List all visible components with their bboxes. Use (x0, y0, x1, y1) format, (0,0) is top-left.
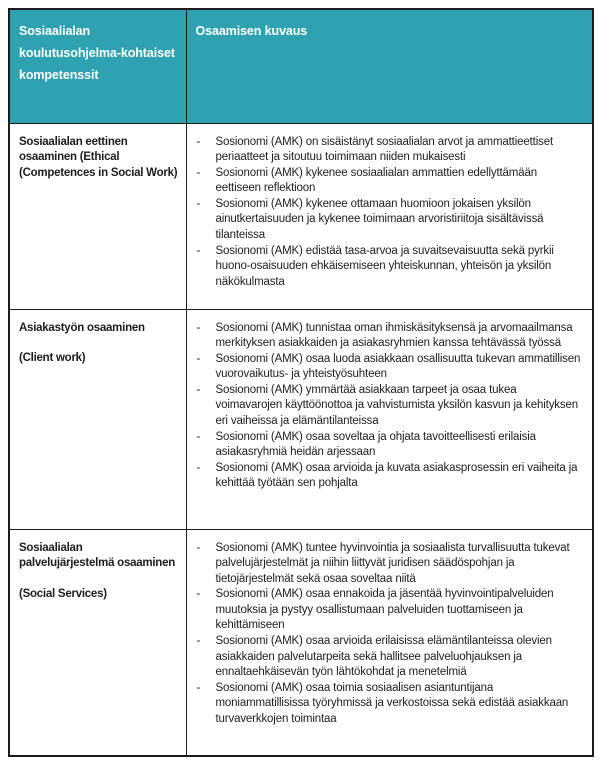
header-description-label: Osaamisen kuvaus (195, 24, 308, 38)
bullet-text: Sosionomi (AMK) osaa soveltaa ja ohjata tavoitteellisesti erilaisia asiakasryhmiä heidän arjessaan (215, 430, 536, 459)
table-row (9, 309, 593, 529)
bullet-item (197, 587, 583, 634)
table-row (9, 529, 593, 756)
bullet-text: Sosionomi (AMK) on sisäistänyt sosiaalialan arvot ja ammattieettiset periaatteet ja sitoutuu toimimaan niiden mukaisesti (215, 135, 554, 164)
bullet-dash: - (196, 430, 201, 443)
bullet-text: Sosionomi (AMK) osaa arvioida ja kuvata asiakasprosessin eri vaiheita ja kehittää työtään sen pohjalta (215, 461, 578, 490)
bullet-item (197, 352, 583, 383)
competence-cell-social-services (9, 529, 186, 756)
bullet-item (197, 634, 583, 681)
bullet-dash: - (196, 135, 201, 148)
bullet-text: Sosionomi (AMK) edistää tasa-arvoa ja suvaitsevaisuutta sekä pyrkii huono-osaisuuden ehkäisemiseen yhteiskunnan, yhteisön ja yksilön näkökulmasta (215, 244, 554, 288)
competence-subtitle: (Social Services) (19, 587, 107, 600)
bullet-text: Sosionomi (AMK) osaa arvioida erilaisissa elämäntilanteissa olevien asiakkaiden palvelutarpeita sekä hallitsee palveluohjauksen ja ennaltaehkäisevän työn lähtökohdat ja menetelmiä (215, 635, 552, 679)
bullet-text: Sosionomi (AMK) kykenee sosiaalialan ammattien edellyttämään eettiseen reflektioon (215, 166, 537, 195)
bullet-dash: - (196, 681, 201, 694)
bullet-dash: - (196, 461, 201, 474)
header-competences-label: Sosiaalialan koulutusohjelma-kohtaiset kompetenssit (19, 24, 175, 82)
bullet-text: Sosionomi (AMK) kykenee ottamaan huomioon jokaisen yksilön ainutkertaisuuden ja kykenee toimimaan arvoristiriitoja sisältävissä tilanteissa (215, 197, 544, 242)
bullet-text: Sosionomi (AMK) tuntee hyvinvointia ja sosiaalista turvallisuutta tukevat palvelujärjestelmät ja niihin liittyvät juridisen säädöspohjan ja tietojärjestelmät sekä osaa soveltaa niitä (215, 541, 570, 585)
bullet-item (197, 681, 583, 728)
competence-title: Asiakastyön osaaminen (19, 321, 145, 334)
bullet-dash: - (196, 166, 201, 179)
competence-title: Sosiaalialan palvelujärjestelmä osaaminen (19, 541, 175, 569)
competence-cell-client-work (9, 309, 186, 529)
bullet-item (197, 321, 583, 352)
bullet-item (197, 383, 583, 430)
bullet-dash: - (196, 321, 201, 334)
competence-cell-ethical (9, 123, 186, 309)
bullet-dash: - (196, 635, 201, 648)
table-header-row (9, 9, 593, 123)
header-cell-description (186, 9, 593, 123)
bullet-text: Sosionomi (AMK) osaa toimia sosiaalisen asiantuntijana moniammatillisissa työryhmissä ja verkostoissa sekä edistää asiakkaan turvaverkkojen toimintaa (215, 681, 569, 726)
bullet-dash: - (196, 244, 201, 257)
competence-subtitle: (Client work) (19, 352, 86, 364)
bullet-item (197, 541, 583, 588)
description-cell-ethical (186, 123, 593, 309)
bullet-dash: - (196, 541, 201, 554)
bullet-text: Sosionomi (AMK) tunnistaa oman ihmiskäsityksensä ja arvomaailmansa merkityksen asiakkaiden ja asiakasryhmien kanssa tehtävässä työssä (215, 321, 573, 350)
bullet-item (197, 461, 583, 492)
description-cell-client-work (186, 309, 593, 529)
description-cell-social-services (186, 529, 593, 756)
bullet-text: Sosionomi (AMK) osaa luoda asiakkaan osallisuutta tukevan ammatillisen vuorovaikutus- ja yhteistyösuhteen (215, 352, 581, 381)
bullet-text: Sosionomi (AMK) ymmärtää asiakkaan tarpeet ja osaa tukea voimavarojen käyttöönottoa ja vahvistumista yksilön kasvun ja kehityksen eri vaiheissa ja elämäntilanteissa (215, 383, 578, 428)
bullet-item (197, 197, 583, 244)
header-cell-competences (9, 9, 186, 123)
bullet-dash: - (196, 197, 201, 210)
bullet-item (197, 166, 583, 197)
bullet-dash: - (196, 352, 201, 365)
bullet-dash: - (196, 588, 201, 601)
table-row (9, 123, 593, 309)
bullet-item (197, 135, 583, 166)
bullet-item (197, 430, 583, 461)
bullet-item (197, 244, 583, 291)
bullet-dash: - (196, 383, 201, 396)
competence-title: Sosiaalialan eettinen osaaminen (Ethical (Competences in Social Work) (19, 135, 178, 179)
bullet-text: Sosionomi (AMK) osaa ennakoida ja jäsentää hyvinvointipalveluiden muutoksia ja pystyy osallistumaan palveluiden tuottamiseen ja kehittämiseen (215, 588, 554, 632)
competences-table (8, 8, 594, 757)
